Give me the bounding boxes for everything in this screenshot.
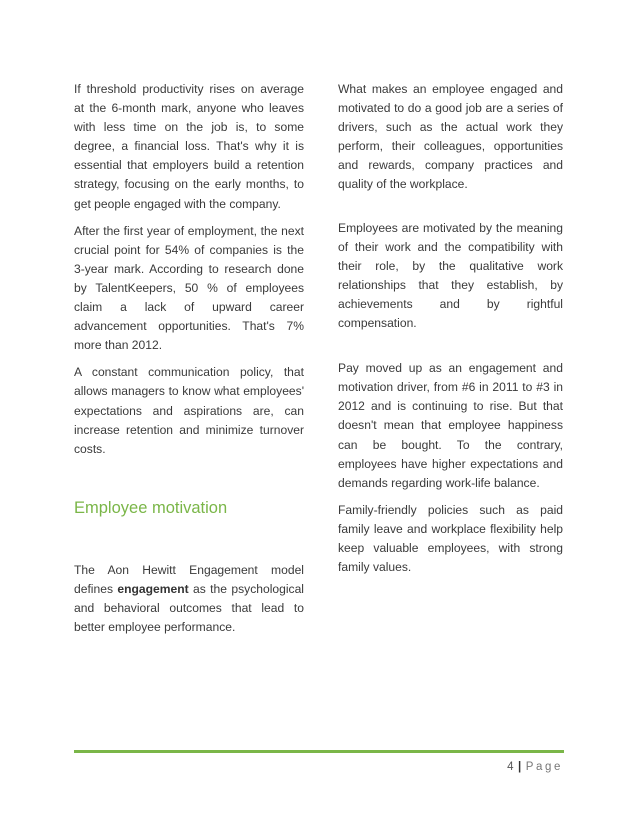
page-label: Page — [525, 761, 563, 773]
engagement-term: engagement — [117, 581, 189, 596]
section-heading: Employee motivation — [74, 498, 228, 517]
para4-text-before: The Aon Hewitt Engagement model defines — [74, 562, 304, 596]
left-paragraph-1: If threshold productivity rises on average at the 6-month mark, anyone who leaves with less time on the job is, to some degree, a financial loss. That's why it is essential that employers build a retention strategy, focusing on the early months, to get people engaged with the company. — [74, 82, 304, 211]
right-paragraph-3: Pay moved up as an engagement and motivation driver, from #6 in 2011 to #3 in 2012 and is continuing to rise. But that doesn't mean that employee happiness can be bought. To the contrary, employees have higher expectations and demands regarding work-life balance. — [338, 361, 563, 490]
footer-separator: | — [518, 761, 522, 773]
left-paragraph-2: After the first year of employment, the next crucial point for 54% of companies is the 3-year mark. According to research done by TalentKeepers, 50 % of employees claim a lack of upward career advancement opportunities. That's 7% more than 2012. — [74, 223, 304, 353]
page-number: 4 — [507, 761, 515, 773]
para4-text-after: as the psychological and behavioral outcomes that lead to better employee performance. — [74, 581, 304, 635]
footer-rule — [74, 750, 564, 753]
left-paragraph-4 — [74, 561, 304, 637]
page-footer — [507, 761, 563, 773]
right-paragraph-2: Employees are motivated by the meaning of their work and the compatibility with their role, by the qualitative work relationships that they establish, by achievements and by rightful compensation. — [338, 220, 563, 331]
right-paragraph-1: What makes an employee engaged and motivated to do a good job are a series of drivers, such as the actual work they perform, their colleagues, opportunities and rewards, company practices and quality of the workplace. — [338, 82, 563, 192]
left-column — [74, 80, 304, 645]
right-column — [338, 80, 563, 585]
left-paragraph-3: A constant communication policy, that allows managers to know what employees' expectations and aspirations are, can increase retention and minimize turnover costs. — [74, 365, 304, 456]
right-paragraph-4: Family-friendly policies such as paid family leave and workplace flexibility help keep valuable employees, with strong family values. — [338, 502, 563, 575]
